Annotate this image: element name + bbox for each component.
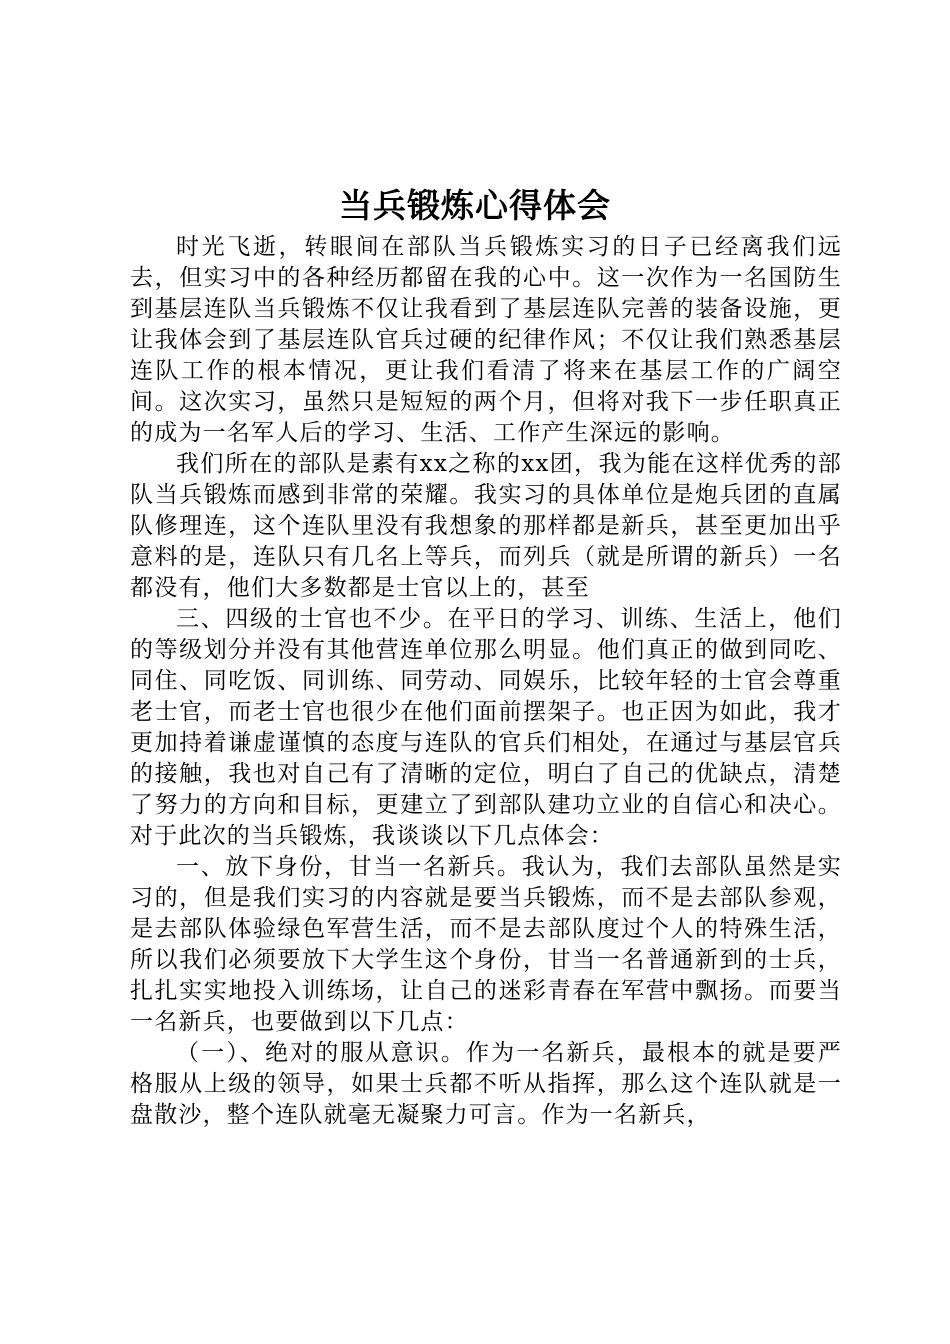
document-title: 当兵锻炼心得体会 [339,186,611,225]
document-body [130,232,842,1131]
paragraph-intro: 时光飞逝，转眼间在部队当兵锻炼实习的日子已经离我们远去，但实习中的各种经历都留在我的心中。这一次作为一名国防生到基层连队当兵锻炼不仅让我看到了基层连队完善的装备设施，更让我体会到了基层连队官兵过硬的纪律作风；不仅让我们熟悉基层连队工作的根本情况，更让我们看清了将来在基层工作的广阔空间。这次实习，虽然只是短短的两个月，但将对我下一步任职真正的成为一名军人后的学习、生活、工作产生深远的影响。 [130,234,842,446]
paragraph-unit: 我们所在的部队是素有xx之称的xx团，我为能在这样优秀的部队当兵锻炼而感到非常的荣耀。我实习的具体单位是炮兵团的直属队修理连，这个连队里没有我想象的那样都是新兵，甚至更加出乎意料的是，连队只有几名上等兵，而列兵（就是所谓的新兵）一名都没有，他们大多数都是士官以上的，甚至 [130,451,842,601]
paragraph-obedience: （一）、绝对的服从意识。作为一名新兵，最根本的就是要严格服从上级的领导，如果士兵都不听从指挥，那么这个连队就是一盘散沙，整个连队就毫无凝聚力可言。作为一名新兵， [130,1040,842,1128]
paragraph-point-one: 一、放下身份，甘当一名新兵。我认为，我们去部队虽然是实习的，但是我们实习的内容就是要当兵锻炼，而不是去部队参观，是去部队体验绿色军营生活，而不是去部队度过个人的特殊生活，所以我们必须要放下大学生这个身份，甘当一名普通新到的士兵，扎扎实实地投入训练场，让自己的迷彩青春在军营中飘扬。而要当一名新兵，也要做到以下几点： [130,854,842,1035]
paragraph-soldiers: 三、四级的士官也不少。在平日的学习、训练、生活上，他们的等级划分并没有其他营连单位那么明显。他们真正的做到同吃、同住、同吃饭、同训练、同劳动、同娱乐，比较年轻的士官会尊重老士官，而老士官也很少在他们面前摆架子。也正因为如此，我才更加持着谦虚谨慎的态度与连队的官兵们相处，在通过与基层官兵的接触，我也对自己有了清晰的定位，明白了自己的优缺点，清楚了努力的方向和目标，更建立了到部队建功立业的自信心和决心。对于此次的当兵锻炼，我谈谈以下几点体会： [130,606,842,849]
